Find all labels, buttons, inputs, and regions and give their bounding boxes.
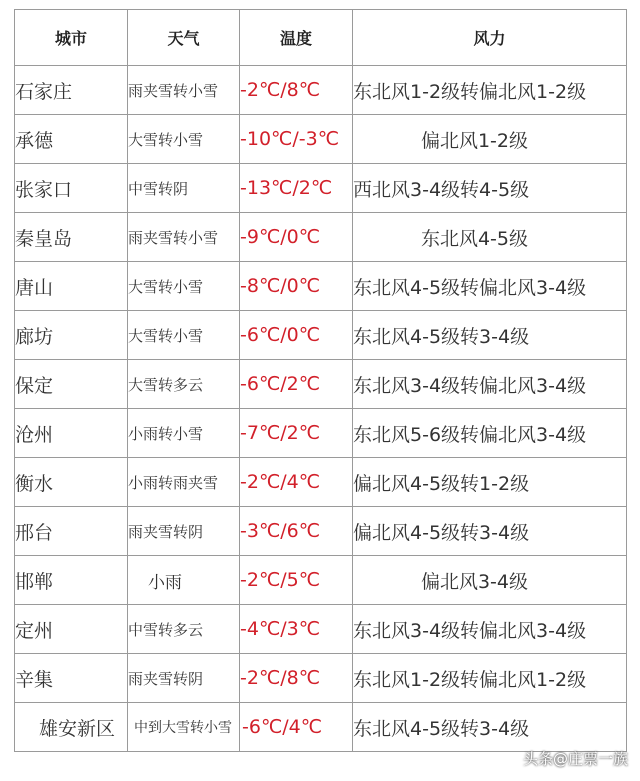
temperature-cell: -8℃/0℃: [240, 262, 353, 311]
city-cell: 廊坊: [15, 311, 128, 360]
city-cell: 邯郸: [15, 556, 128, 605]
weather-cell: 大雪转小雪: [128, 115, 240, 164]
weather-cell: 雨夹雪转小雪: [128, 66, 240, 115]
temperature-cell: -9℃/0℃: [240, 213, 353, 262]
header-row: [15, 10, 627, 66]
header-temperature: 温度: [240, 10, 353, 66]
wind-cell: 东北风1-2级转偏北风1-2级: [353, 654, 627, 703]
table-row: [15, 360, 627, 409]
wind-cell: 东北风3-4级转偏北风3-4级: [353, 360, 627, 409]
wind-cell: 东北风4-5级: [353, 213, 627, 262]
city-cell: 张家口: [15, 164, 128, 213]
table-row: [15, 213, 627, 262]
weather-cell: 小雨转雨夹雪: [128, 458, 240, 507]
city-cell: 衡水: [15, 458, 128, 507]
table-row: [15, 605, 627, 654]
watermark: 头条@庄票一族: [522, 750, 628, 768]
header-weather: 天气: [128, 10, 240, 66]
temperature-cell: -13℃/2℃: [240, 164, 353, 213]
weather-table: [14, 9, 627, 752]
weather-cell: 小雨转小雪: [128, 409, 240, 458]
city-cell: 石家庄: [15, 66, 128, 115]
wind-cell: 东北风3-4级转偏北风3-4级: [353, 605, 627, 654]
weather-cell: 雨夹雪转阴: [128, 507, 240, 556]
temperature-cell: -7℃/2℃: [240, 409, 353, 458]
temperature-cell: -4℃/3℃: [240, 605, 353, 654]
weather-cell: 大雪转多云: [128, 360, 240, 409]
table-row: [15, 115, 627, 164]
wind-cell: 西北风3-4级转4-5级: [353, 164, 627, 213]
temperature-cell: -2℃/8℃: [240, 654, 353, 703]
wind-cell: 偏北风4-5级转1-2级: [353, 458, 627, 507]
weather-cell: 雨夹雪转小雪: [128, 213, 240, 262]
weather-cell: 中到大雪转小雪: [128, 703, 240, 752]
city-cell: 承德: [15, 115, 128, 164]
weather-cell: 雨夹雪转阴: [128, 654, 240, 703]
header-city: 城市: [15, 10, 128, 66]
city-cell: 邢台: [15, 507, 128, 556]
wind-cell: 东北风4-5级转3-4级: [353, 703, 627, 752]
wind-cell: 东北风4-5级转3-4级: [353, 311, 627, 360]
wind-cell: 东北风4-5级转偏北风3-4级: [353, 262, 627, 311]
weather-cell: 大雪转小雪: [128, 262, 240, 311]
wind-cell: 偏北风1-2级: [353, 115, 627, 164]
wind-cell: 偏北风3-4级: [353, 556, 627, 605]
temperature-cell: -2℃/5℃: [240, 556, 353, 605]
city-cell: 唐山: [15, 262, 128, 311]
table-row: [15, 507, 627, 556]
city-cell: 保定: [15, 360, 128, 409]
temperature-cell: -10℃/-3℃: [240, 115, 353, 164]
temperature-cell: -3℃/6℃: [240, 507, 353, 556]
weather-cell: 中雪转阴: [128, 164, 240, 213]
table-row: [15, 654, 627, 703]
table-row: [15, 66, 627, 115]
wind-cell: 东北风1-2级转偏北风1-2级: [353, 66, 627, 115]
city-cell: 辛集: [15, 654, 128, 703]
header-wind: 风力: [353, 10, 627, 66]
weather-cell: 大雪转小雪: [128, 311, 240, 360]
table-row: [15, 311, 627, 360]
table-row: [15, 703, 627, 752]
table-row: [15, 458, 627, 507]
temperature-cell: -6℃/0℃: [240, 311, 353, 360]
wind-cell: 东北风5-6级转偏北风3-4级: [353, 409, 627, 458]
wind-cell: 偏北风4-5级转3-4级: [353, 507, 627, 556]
table-row: [15, 409, 627, 458]
table-row: [15, 164, 627, 213]
city-cell: 定州: [15, 605, 128, 654]
city-cell: 沧州: [15, 409, 128, 458]
temperature-cell: -6℃/2℃: [240, 360, 353, 409]
weather-cell: 中雪转多云: [128, 605, 240, 654]
temperature-cell: -2℃/8℃: [240, 66, 353, 115]
table-row: [15, 556, 627, 605]
city-cell: 雄安新区: [15, 703, 128, 752]
table-row: [15, 262, 627, 311]
city-cell: 秦皇岛: [15, 213, 128, 262]
temperature-cell: -2℃/4℃: [240, 458, 353, 507]
weather-cell: 小雨: [128, 556, 240, 605]
temperature-cell: -6℃/4℃: [240, 703, 353, 752]
